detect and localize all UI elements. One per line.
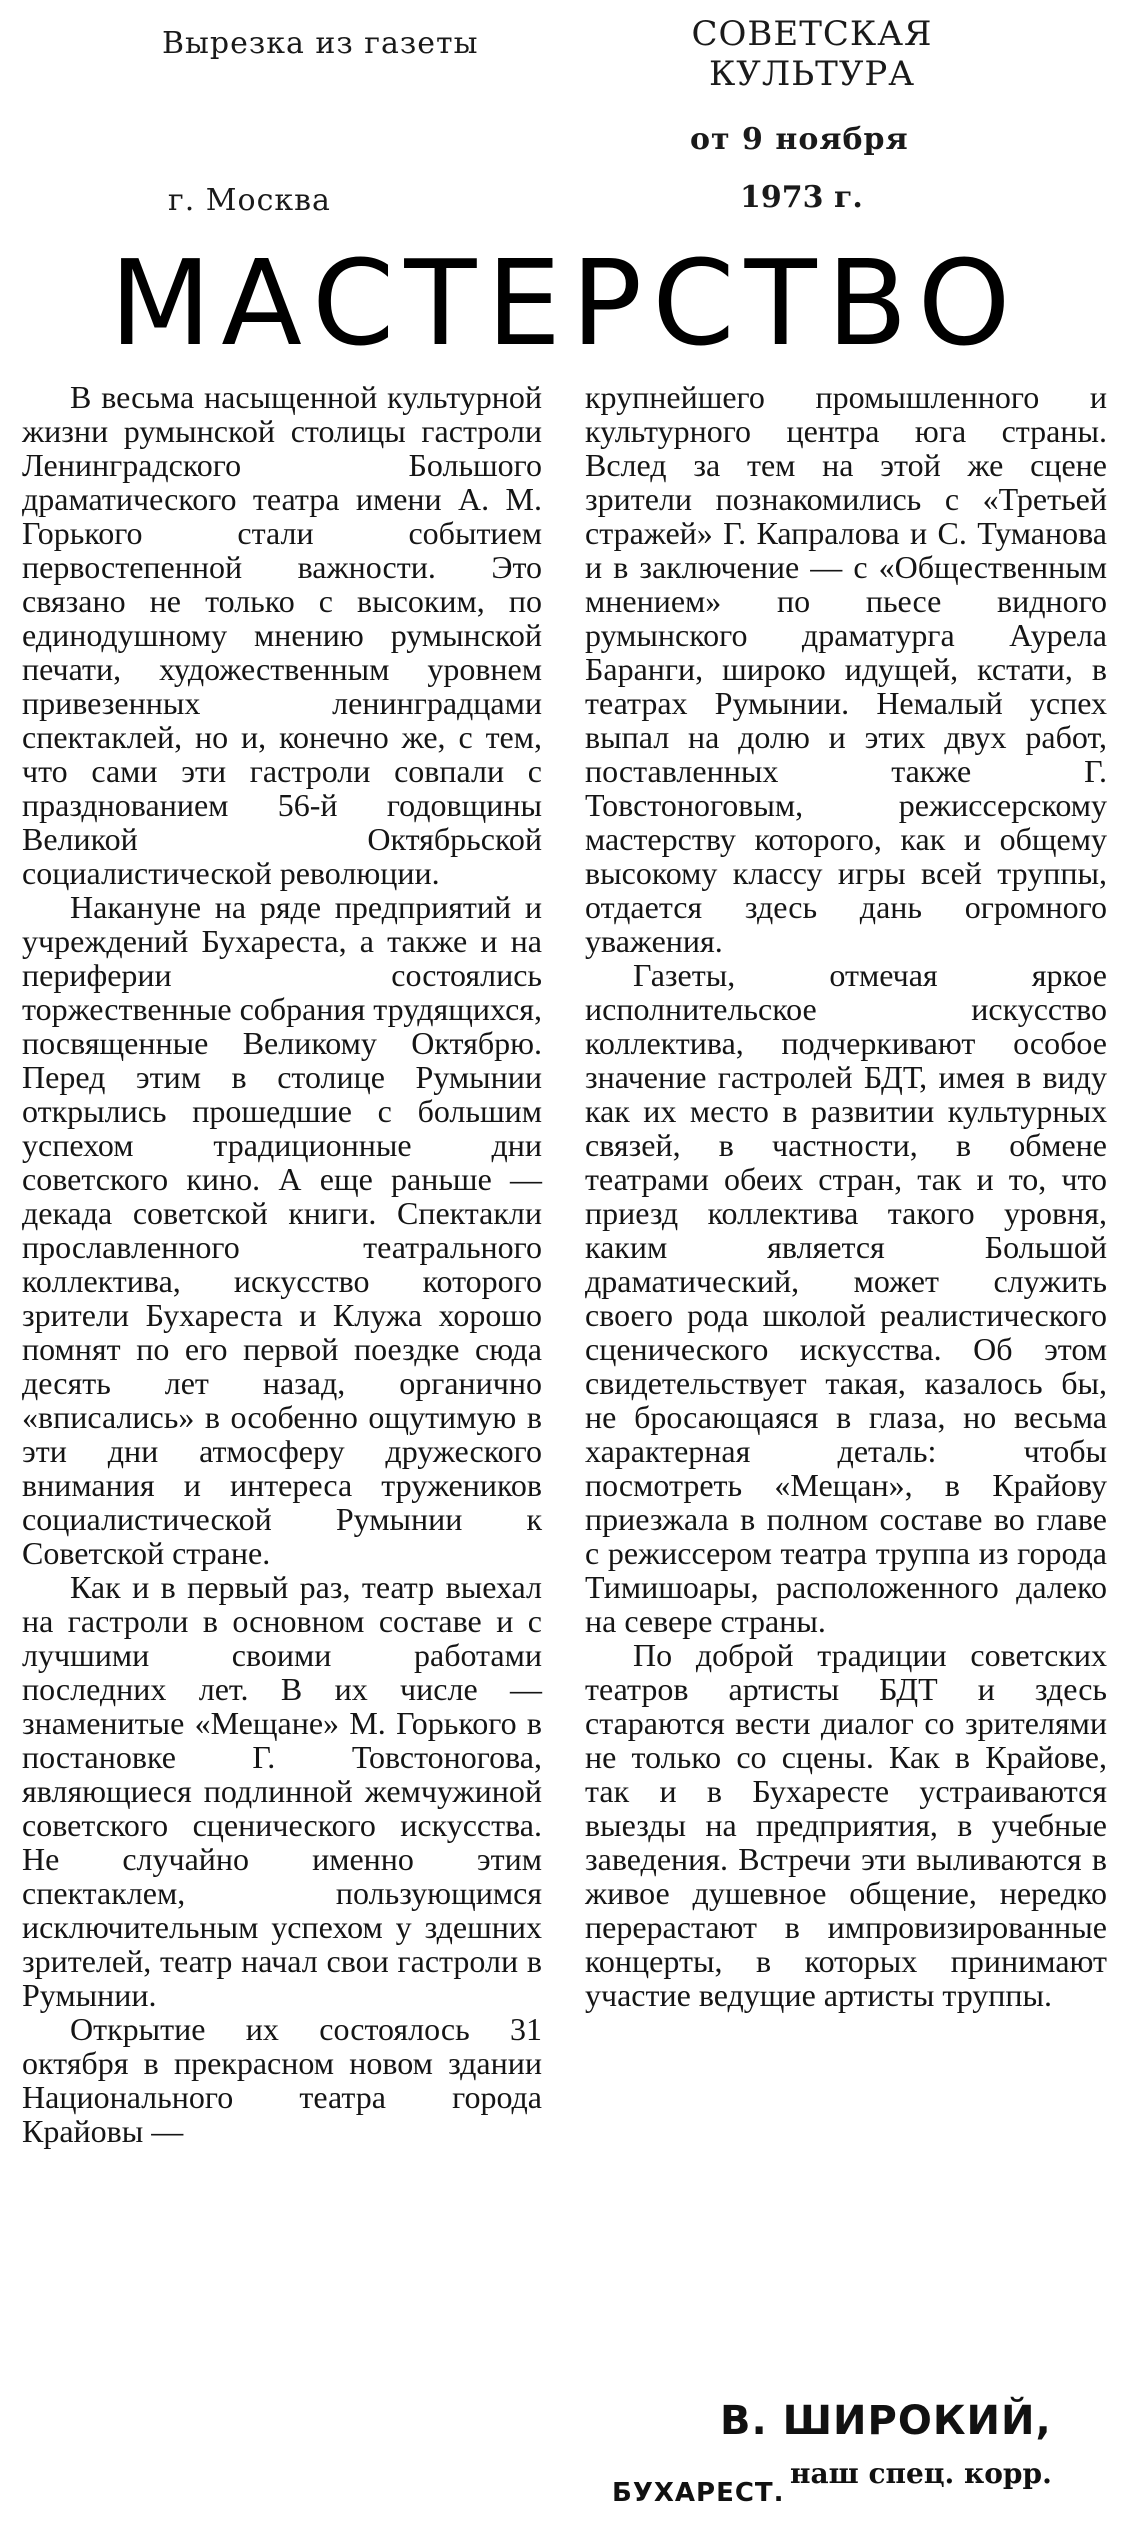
author-role: наш спец. корр. — [790, 2457, 1052, 2490]
article-paragraph: Накануне на ряде предприятий и учреждений Бухареста, а также и на периферии состоялись торжественные собрания трудящихся, посвященные Великому Октябрю. Перед этим в столице Румынии открылись прошедшие с большим успехом традиционные дни советского кино. А еще раньше — декада советской книги. Спектакли прославленного театрального коллектива, искусство которого зрители Бухареста и Клужа хорошо помнят по его первой поездке сюда десять лет назад, органично «вписались» в особенно ощутимую в эти дни атмосферу дружеского внимания и интереса тружеников социалистической Румынии к Советской стране. — [22, 889, 542, 1571]
clipping-date: от 9 ноября — [690, 122, 909, 157]
article-column-right — [585, 380, 1107, 2012]
article-paragraph: крупнейшего промышленного и культурного центра юга страны. Вслед за тем на этой же сцене зрители познакомились с «Третьей стражей» Г. Капралова и С. Туманова и в заключение — с «Общественным мнением» по пьесе видного румынского драматурга Аурела Баранги, широко идущей, кстати, в театрах Румынии. Немалый успех выпал на долю и этих двух работ, поставленных также Г. Товстоноговым, режиссерскому мастерству которого, как и общему высокому классу игры всей труппы, отдается здесь дань огромного уважения. — [585, 379, 1107, 959]
clipping-year: 1973 г. — [740, 180, 863, 215]
article-paragraph: Открытие их состоялось 31 октября в прекрасном новом здании Национального театра города Крайовы — — [22, 2011, 542, 2149]
dateline: БУХАРЕСТ. — [612, 2478, 785, 2508]
publication-name: СОВЕТСКАЯ КУЛЬТУРА — [691, 14, 933, 94]
article-headline: МАСТЕРСТВО — [109, 234, 1021, 372]
article-paragraph: В весьма насыщенной культурной жизни румынской столицы гастроли Ленинградского Большого драматического театра имени А. М. Горького стали событием первостепенной важности. Это связано не только с высоким, по единодушному мнению румынской печати, художественным уровнем привезенных ленинградцами спектаклей, но и, конечно же, с тем, что сами эти гастроли совпали с празднованием 56-й годовщины Великой Октябрьской социалистической революции. — [22, 379, 542, 891]
article-paragraph: По доброй традиции советских театров артисты БДТ и здесь стараются вести диалог со зрителями не только со сцены. Как в Крайове, так и в Бухаресте устраиваются выезды на предприятия, в учебные заведения. Встречи эти выливаются в живое душевное общение, нередко перерастают в импровизированные концерты, в которых принимают участие ведущие артисты труппы. — [585, 1637, 1107, 2013]
article-paragraph: Газеты, отмечая яркое исполнительское искусство коллектива, подчеркивают особое значение гастролей БДТ, имея в виду как их место в развитии культурных связей, в частности, в обмене театрами обеих стран, так и то, что приезд коллектива такого уровня, каким является Большой драматический, может служить своего рода школой реалистического сценического искусства. Об этом свидетельствует такая, казалось бы, не бросающаяся в глаза, но весьма характерная деталь: чтобы посмотреть «Мещан», в Крайову приезжала в полном составе во главе с режиссером театра труппа из города Тимишоары, расположенного далеко на севере страны. — [585, 957, 1107, 1639]
article-paragraph: Как и в первый раз, театр выехал на гастроли в основном составе и с лучшими своими работами последних лет. В их числе — знаменитые «Мещане» М. Горького в постановке Г. Товстоногова, являющиеся подлинной жемчужиной советского сценического искусства. Не случайно именно этим спектаклем, пользующимся исключительным успехом у здешних зрителей, театр начал свои гастроли в Румынии. — [22, 1569, 542, 2013]
clipping-city: г. Москва — [168, 183, 331, 218]
clipping-label: Вырезка из газеты — [162, 26, 479, 61]
article-column-left — [22, 380, 542, 2148]
author-name: В. ШИРОКИЙ, — [720, 2398, 1052, 2444]
